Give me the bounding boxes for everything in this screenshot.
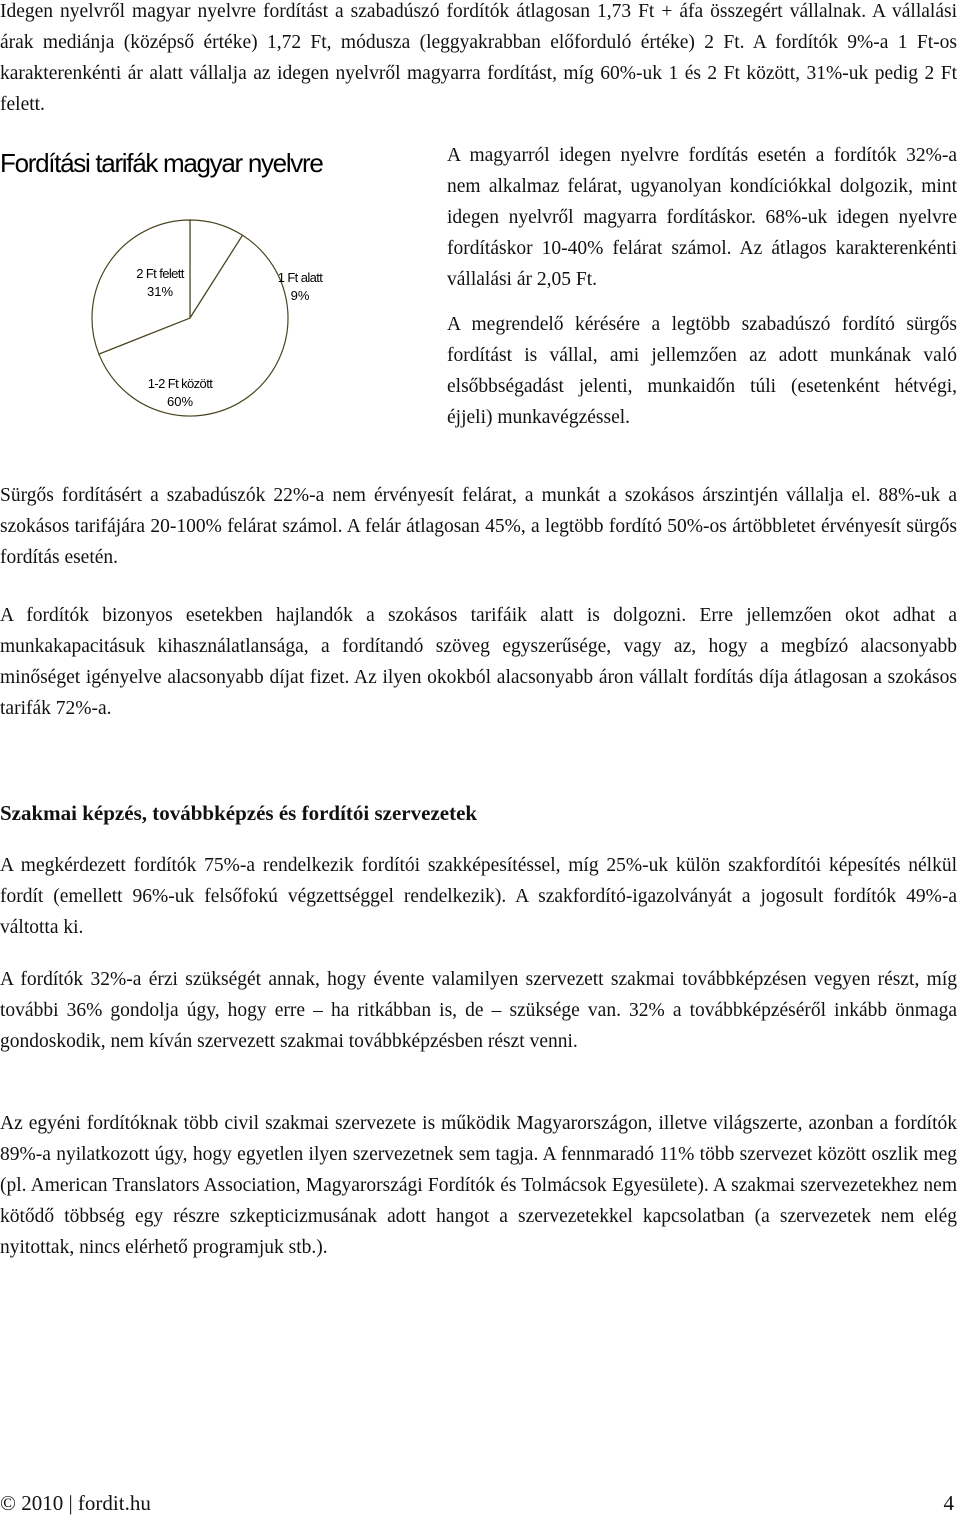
organizations-paragraph: Az egyéni fordítóknak több civil szakmai szervezete is működik Magyarországon, illetve világszerte, azonban a fordítók 89%-a nyilatkozott úgy, hogy egyetlen ilyen szervezetnek sem tagja. A fennmaradó 11% több szervezet között oszlik meg (pl. American Translators Association, Magyarországi Fordítók és Tolmácsok Egyesülete). A szakmai szervezetekhez nem kötődő többség egy részre szkepticizmusának adott hangot a szervezetekkel kapcsolatban (a szervezetek nem elég nyitottak, nincs elérhető programjuk stb.). (0, 1113, 957, 1258)
right-paragraph-1: A magyarról idegen nyelvre fordítás esetén a fordítók 32%-a nem alkalmaz felárat, ugyanolyan kondíciókkal dolgozik, mint idegen nyelvről magyarra fordításkor. 68%-uk idegen nyelvre fordításkor 10-40% felárat számol. Az átlagos karakterenkénti vállalási ár 2,05 Ft. (447, 145, 957, 290)
page-number: 4 (943, 1491, 954, 1515)
section-heading: Szakmai képzés, továbbképzés és fordítói szervezetek (0, 801, 478, 825)
training-paragraph-2: A fordítók 32%-a érzi szükségét annak, hogy évente valamilyen szervezett szakmai továbbképzésen vegyen részt, míg további 36% gondolja úgy, hogy erre – ha ritkábban is, de – szüksége van. 32% a továbbképzéséről inkább önmaga gondoskodik, nem kíván szervezett szakmai továbbképzésben részt venni. (0, 969, 957, 1052)
intro-paragraph: Idegen nyelvről magyar nyelvre fordítást a szabadúszó fordítók átlagosan 1,73 Ft + áfa összegért vállalnak. A vállalási árak mediánja (középső értéke) 1,72 Ft, módusza (leggyakrabban előforduló értéke) 2 Ft. A fordítók 9%-a 1 Ft-os karakterenkénti ár alatt vállalja az idegen nyelvről magyarra fordítást, míg 60%-uk 1 és 2 Ft között, 31%-uk pedig 2 Ft felett. (0, 1, 957, 115)
pie-chart (0, 148, 430, 448)
chart-title: Fordítási tarifák magyar nyelvre (0, 148, 323, 178)
urgent-fee-paragraph: Sürgős fordításért a szabadúszók 22%-a nem érvényesít felárat, a munkát a szokásos árszintjén vállalja el. 88%-uk a szokásos tarifájára 20-100% felárat számol. A felár átlagosan 45%, a legtöbb fordító 50%-os ártöbbletet érvényesít sürgős fordítás esetén. (0, 485, 957, 568)
pie-slice-value-3: 31% (146, 284, 174, 299)
right-column (447, 140, 957, 433)
pie-slice-label-1: 1 Ft alatt (277, 270, 323, 285)
below-rate-paragraph: A fordítók bizonyos esetekben hajlandók a szokásos tarifáik alatt is dolgozni. Erre jellemzően okot adhat a munkakapacitásuk kihasználatlansága, a fordítandó szöveg egyszerűsége, vagy az, hogy a megbízó alacsonyabb minőséget igényelve alacsonyabb díjat fizet. Az ilyen okokból alacsonyabb áron vállalt fordítás díja átlagosan a szokásos tarifák 72%-a. (0, 605, 957, 719)
pie-chart-figure (0, 148, 430, 448)
pie-slice-value-2: 60% (166, 394, 194, 409)
pie-slice-label-2: 1-2 Ft között (147, 376, 213, 391)
pie-slice-value-1: 9% (290, 288, 310, 303)
right-paragraph-2: A megrendelő kérésére a legtöbb szabadúszó fordító sürgős fordítást is vállal, ami jellemzően az adott munkának való elsőbbségadást jelenti, munkaidőn túli (esetenként hétvégi, éjjeli) munkavégzéssel. (447, 314, 957, 428)
footer-copyright: © 2010 | fordit.hu (0, 1491, 151, 1515)
pie-slice-label-3: 2 Ft felett (136, 266, 184, 281)
training-paragraph-1: A megkérdezett fordítók 75%-a rendelkezik fordítói szakképesítéssel, míg 25%-uk külön szakfordítói képesítés nélkül fordít (emellett 96%-uk felsőfokú végzettséggel rendelkezik). A szakfordító-igazolványát a jogosult fordítók 49%-a váltotta ki. (0, 855, 957, 938)
